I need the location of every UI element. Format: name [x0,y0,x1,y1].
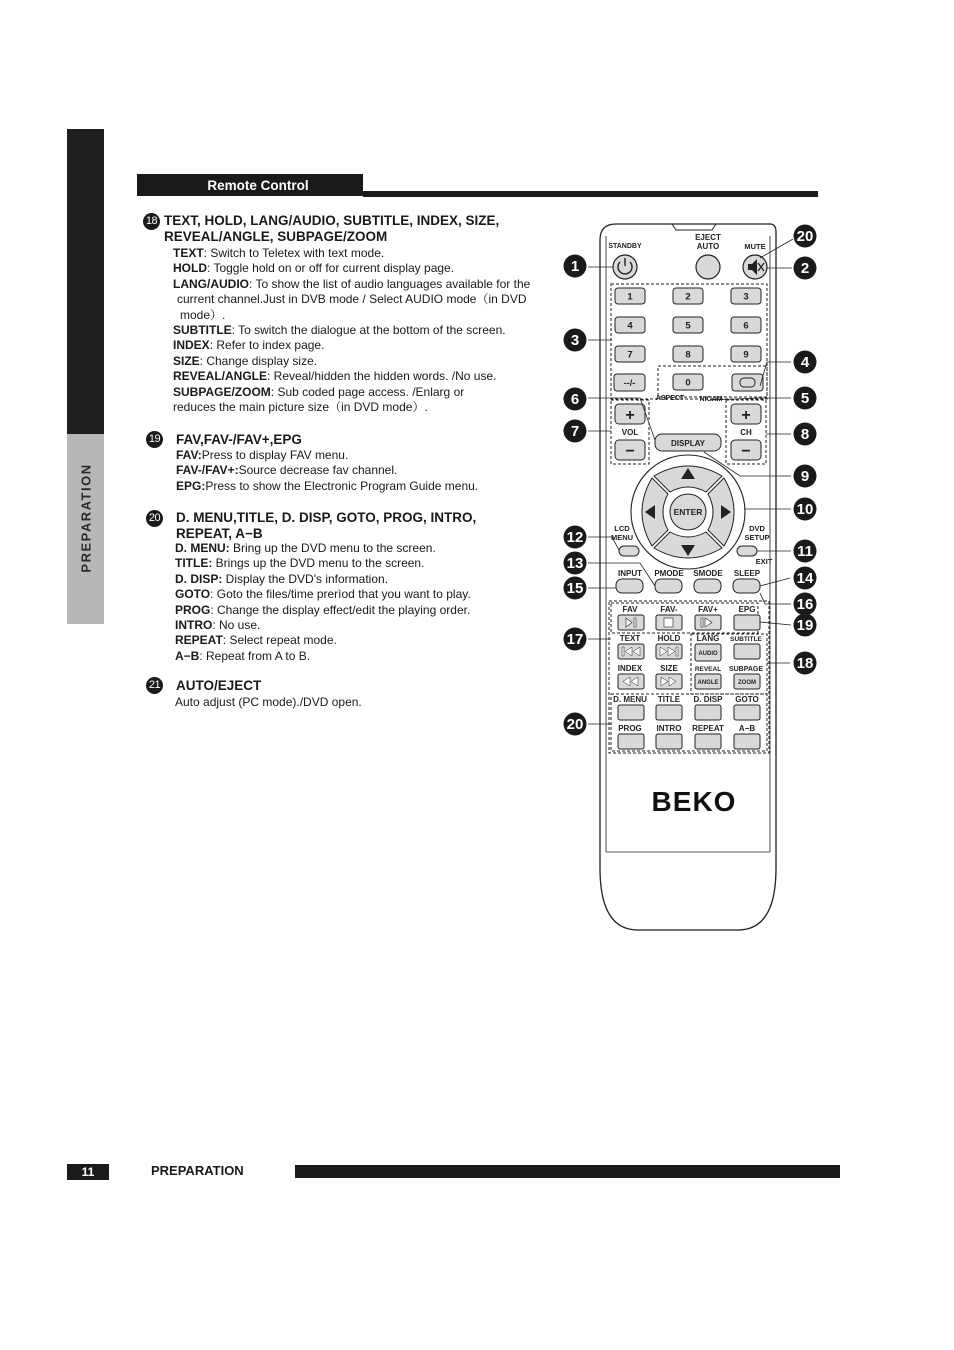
ddisp-button [695,705,721,720]
svg-text:AUDIO: AUDIO [698,651,718,657]
sec20-line: A−B: Repeat from A to B. [175,648,311,663]
section-19-number: 19 [146,431,163,448]
title-button [656,705,682,720]
epg-button [734,615,760,630]
svg-text:−: − [625,443,635,460]
digit-key-label: 0 [685,377,691,389]
digit-key-label: 6 [743,320,749,332]
section-18-title-line1: TEXT, HOLD, LANG/AUDIO, SUBTITLE, INDEX, SIZE, [164,213,500,228]
sec18-line: SUBTITLE: To switch the dialogue at the bottom of the screen. [173,323,506,338]
setup-label: SETUP [744,533,770,542]
fav-minus-label: FAV- [660,605,678,614]
callout-number: 14 [796,570,814,587]
dvd-setup-button [737,546,757,556]
section-18-number: 18 [143,213,160,230]
callout-number: 12 [566,529,584,546]
title-label: TITLE [657,695,681,704]
repeat-button [695,734,721,749]
digit-key-label: 5 [685,320,691,332]
input-label: INPUT [618,569,642,578]
subpage-label: SUBPAGE [728,666,764,673]
nicam-label: NICAM [699,396,723,403]
callout-number: 8 [800,426,810,443]
callout-number: 10 [796,501,814,518]
digit-key-label: 2 [685,291,691,303]
lang-label: LANG [696,634,720,643]
callout-number: 1 [570,258,580,275]
callout-number: 9 [800,468,810,485]
exit-label: EXIT [755,557,773,566]
recall-key [732,374,763,391]
svg-text:ANGLE: ANGLE [697,680,719,686]
digit-key-label: 1 [627,291,633,303]
vol-label: VOL [621,428,639,437]
subtitle-button [734,644,760,659]
standby-label: STANDBY [608,243,642,250]
smode-button [694,579,721,593]
repeat-label: REPEAT [692,724,724,733]
callout-number: 5 [800,390,810,407]
sec19-line: FAV-/FAV+:Source decrease fav channel. [176,463,398,478]
callout-number: 13 [566,555,584,572]
sec18-line: current channel.Just in DVB mode / Select AUDIO mode（in DVD [177,292,527,307]
sec18-line: reduces the main picture size（in DVD mode）. [173,400,428,415]
section-20-title-line1: D. MENU,TITLE, D. DISP, GOTO, PROG, INTRO, [176,510,477,525]
section-19-title: FAV,FAV-/FAV+,EPG [176,432,302,447]
callout-number: 4 [800,354,810,371]
svg-text:ENTER: ENTER [673,507,703,517]
footer-label: PREPARATION [151,1163,244,1178]
sec18-line: TEXT: Switch to Teletex with text mode. [173,246,385,260]
svg-text:DISPLAY: DISPLAY [671,439,705,448]
callout-number: 20 [796,228,814,245]
svg-text:--/-: --/- [623,378,636,388]
callout-number: 3 [570,332,580,349]
callout-number: 18 [796,655,814,672]
ddisp-label: D. DISP [693,695,723,704]
callout-number: 15 [566,580,584,597]
section-21-title: AUTO/EJECT [176,678,262,693]
callout-number: 17 [566,631,584,648]
eject-label: EJECT [695,233,721,242]
footer-rule [295,1165,840,1178]
digit-key-label: 3 [743,291,749,303]
input-button [616,579,643,593]
size-label: SIZE [660,664,678,673]
goto-button [734,705,760,720]
svg-text:+: + [625,407,635,424]
digit-key-label: 7 [627,349,633,361]
intro-label: INTRO [656,724,682,733]
sec18-line: INDEX: Refer to index page. [173,338,325,353]
pmode-button [655,579,682,593]
sec20-line: PROG: Change the display effect/edit the playing order. [175,602,471,617]
stop-icon [664,618,673,627]
callout-number: 19 [796,617,814,634]
sec20-line: GOTO: Goto the files/time prerìod that you want to play. [175,587,471,602]
digit-key-label: 8 [685,349,691,361]
ch-label: CH [740,428,752,437]
svg-text:ZOOM: ZOOM [738,680,756,686]
text-label: TEXT [619,634,641,643]
sleep-label: SLEEP [733,569,761,578]
section-21-number: 21 [146,677,163,694]
digit-key-label: 4 [627,320,633,332]
eject-auto-button [696,255,720,279]
auto-label: AUTO [696,242,720,251]
callout-number: 16 [796,596,814,613]
ab-button [734,734,760,749]
menu-label: MENU [610,533,634,542]
callout-number: 20 [566,716,584,733]
lcd-menu-button [619,546,639,556]
smode-label: SMODE [693,569,723,578]
dmenu-label: D. MENU [613,695,647,704]
pmode-label: PMODE [654,569,684,578]
fav-label: FAV [622,605,638,614]
section-18-title-line2: REVEAL/ANGLE, SUBPAGE/ZOOM [164,229,388,244]
dmenu-button [618,705,644,720]
fav-plus-label: FAV+ [698,605,718,614]
sec18-line: SUBPAGE/ZOOM: Sub coded page access. /Enlarg or [173,384,465,399]
ab-label: A−B [738,724,756,733]
sec20-line: D. MENU: Bring up the DVD menu to the screen. [175,541,436,555]
svg-text:−: − [741,443,751,460]
dvd-label: DVD [749,524,765,533]
prog-label: PROG [618,724,642,733]
sec20-line: INTRO: No use. [175,618,261,633]
callout-number: 7 [570,423,580,440]
epg-label: EPG [738,605,756,614]
svg-text:+: + [741,407,751,424]
reveal-label: REVEAL [694,666,722,673]
lcd-label: LCD [614,524,630,533]
sec20-line: TITLE: Brings up the DVD menu to the screen. [175,556,425,571]
sec20-line: REPEAT: Select repeat mode. [175,633,337,648]
intro-button [656,734,682,749]
prog-button [618,734,644,749]
callout-number: 6 [570,391,580,408]
page-number: 11 [67,1164,109,1180]
sec19-line: FAV:Press to display FAV menu. [176,448,349,462]
sec20-line: D. DISP: Display the DVD's information. [175,571,389,586]
aspect-label: ASPECT [655,395,685,402]
side-tab-label: PREPARATION [78,463,94,573]
section-20-number: 20 [146,510,163,527]
digit-key-label: 9 [743,349,749,361]
section-header-title: Remote Control [207,178,309,193]
hold-label: HOLD [657,634,681,643]
sec18-line: SIZE: Change display size. [173,353,318,368]
callout-number: 2 [800,260,810,277]
sec18-line: REVEAL/ANGLE: Reveal/hidden the hidden words. /No use. [173,369,497,384]
mute-label: MUTE [744,242,766,251]
callout-number: 11 [797,543,813,560]
section-20-title-line2: REPEAT, A−B [176,526,263,541]
index-label: INDEX [617,664,643,673]
sleep-button [733,579,760,593]
subtitle-label: SUBTITLE [730,636,762,643]
sec18-line: mode）. [180,307,226,322]
sec19-line: EPG:Press to show the Electronic Program Guide menu. [176,478,479,493]
section-21-body: Auto adjust (PC mode)./DVD open. [175,695,362,709]
sec18-line: LANG/AUDIO: To show the list of audio languages available for the [173,276,531,291]
sec18-line: HOLD: Toggle hold on or off for current display page. [173,261,455,276]
brand-logo: BEKO [651,786,737,817]
goto-label: GOTO [735,695,759,704]
